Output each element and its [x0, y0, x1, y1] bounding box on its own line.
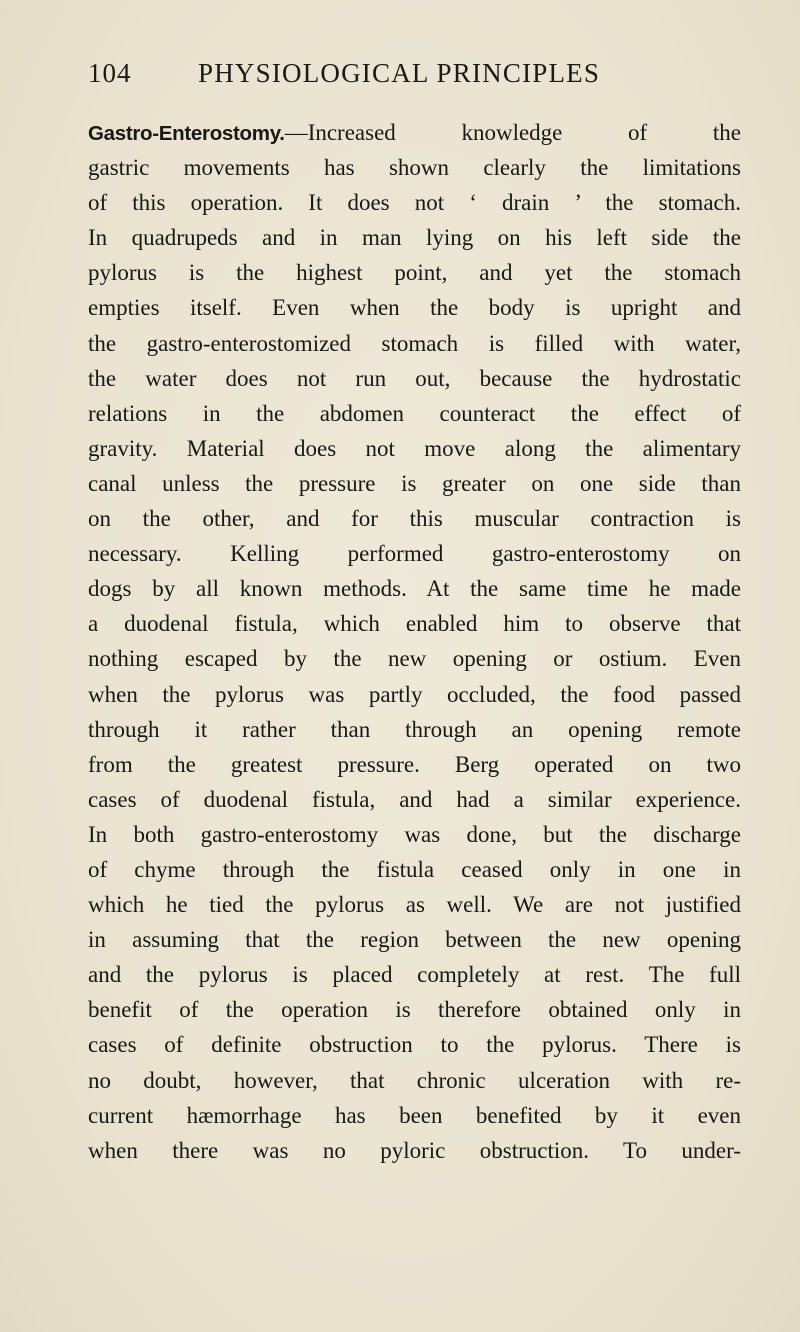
- text-line: of this operation. It does not ‘ drain ’ the stomach.: [88, 190, 741, 216]
- text-line: gastric movements has shown clearly the limitations: [88, 155, 741, 181]
- text-line: canal unless the pressure is greater on one side than: [88, 470, 741, 496]
- text-line: dogs by all known methods. At the same time he made: [88, 576, 741, 602]
- text-line: nothing escaped by the new opening or ostium. Even: [88, 646, 741, 672]
- text-line: cases of definite obstruction to the pylorus. There is: [88, 1032, 741, 1058]
- text-line: benefit of the operation is therefore obtained only in: [88, 997, 741, 1023]
- text-line: when there was no pyloric obstruction. To under-: [88, 1137, 741, 1163]
- text-line: no doubt, however, that chronic ulceration with re-: [88, 1067, 741, 1093]
- text-line: pylorus is the highest point, and yet the stomach: [88, 260, 741, 286]
- text-line: In both gastro-enterostomy was done, but the discharge: [88, 821, 741, 847]
- text-line: empties itself. Even when the body is upright and: [88, 295, 741, 321]
- text-line: through it rather than through an opening remote: [88, 716, 741, 742]
- text-line: when the pylorus was partly occluded, the food passed: [88, 681, 741, 707]
- text-line: from the greatest pressure. Berg operated on two: [88, 751, 741, 777]
- text-line: [88, 115, 741, 150]
- text-line-content: —Increased knowledge of the: [284, 120, 741, 145]
- text-line: and the pylorus is placed completely at rest. The full: [88, 962, 741, 988]
- text-line: which he tied the pylorus as well. We are not justified: [88, 892, 741, 918]
- text-line: current hæmorrhage has been benefited by it even: [88, 1102, 741, 1128]
- page-number: 104: [88, 58, 132, 88]
- text-line: gravity. Material does not move along the alimentary: [88, 435, 741, 461]
- text-line: cases of duodenal fistula, and had a similar experience.: [88, 786, 741, 812]
- text-line: the gastro-enterostomized stomach is filled with water,: [88, 330, 741, 356]
- text-line: the water does not run out, because the hydrostatic: [88, 365, 741, 391]
- section-heading: Gastro-Enterostomy.: [88, 122, 285, 145]
- text-line: relations in the abdomen counteract the effect of: [88, 400, 741, 426]
- text-line: on the other, and for this muscular contraction is: [88, 506, 741, 532]
- running-head: PHYSIOLOGICAL PRINCIPLES: [198, 58, 601, 88]
- text-line: a duodenal fistula, which enabled him to observe that: [88, 611, 741, 637]
- page-header: [88, 58, 728, 98]
- text-line: In quadrupeds and in man lying on his left side the: [88, 225, 741, 251]
- body-text: [88, 115, 741, 1168]
- text-line: necessary. Kelling performed gastro-enterostomy on: [88, 541, 741, 567]
- text-line: in assuming that the region between the new opening: [88, 927, 741, 953]
- text-line: of chyme through the fistula ceased only in one in: [88, 856, 741, 882]
